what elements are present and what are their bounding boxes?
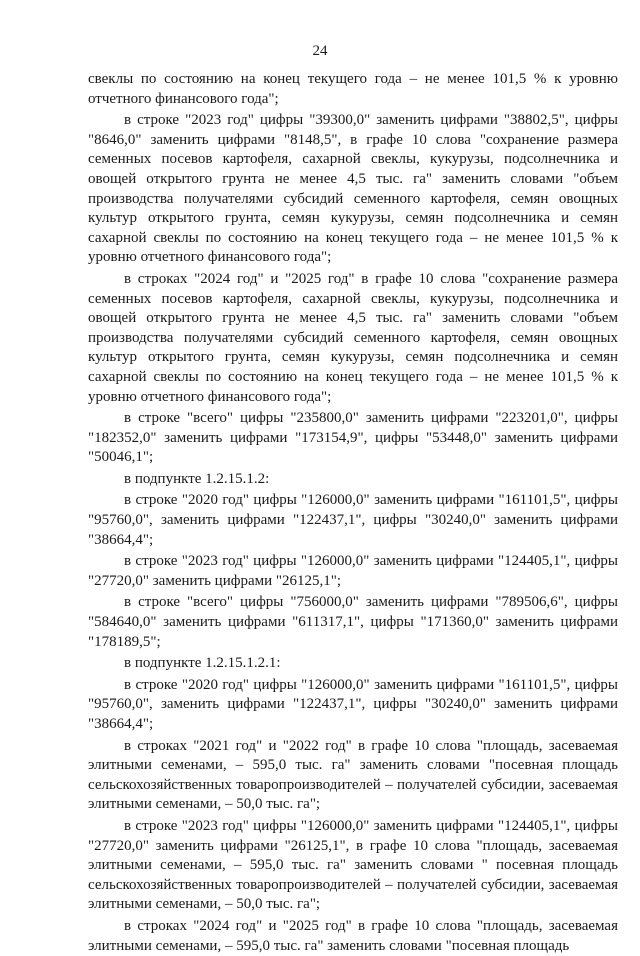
paragraph: в строке "2023 год" цифры "126000,0" заменить цифрами "124405,1", цифры "27720,0" заменить цифрами "26125,1"; <box>88 553 618 589</box>
paragraph: в строках "2024 год" и "2025 год" в графе 10 слова "сохранение размера семенных посевов картофеля, сахарной свеклы, кукурузы, подсолнечника и овощей открытого грунта не менее 4,5 тыс. га" заменить словами "объем производства получателями субсидий семенного картофеля, семян овощных культур открытого грунта, семян кукурузы, семян подсолнечника и семян сахарной свеклы по состоянию на конец текущего года – не менее 101,5 % к уровню отчетного финансового года"; <box>88 270 618 405</box>
paragraph: в строке "2023 год" цифры "39300,0" заменить цифрами "38802,5", цифры "8646,0" заменить цифрами "8148,5", в графе 10 слова "сохранение размера семенных посевов картофеля, сахарной свеклы, кукурузы, подсолнечника и овощей открытого грунта не менее 4,5 тыс. га" заменить словами "объем производства получателями субсидий семенного картофеля, семян овощных культур открытого грунта, семян кукурузы, семян подсолнечника и семян сахарной свеклы по состоянию на конец текущего года – не менее 101,5 % к уровню отчетного финансового года"; <box>88 112 618 266</box>
paragraph: в строке "2023 год" цифры "126000,0" заменить цифрами "124405,1", цифры "27720,0" заменить цифрами "26125,1", в графе 10 слова "площадь, засеваемая элитными семенами, – 595,0 тыс. га" заменить словами " посевная площадь сельскохозяйственных товаропроизводителей – получателей субсидии, засеваемая элитными семенами, – 50,0 тыс. га"; <box>88 817 618 913</box>
paragraph: в строке "всего" цифры "756000,0" заменить цифрами "789506,6", цифры "584640,0" заменить цифрами "611317,1", цифры "171360,0" заменить цифрами "178189,5"; <box>88 594 618 650</box>
paragraph: в подпункте 1.2.15.1.2.1: <box>124 655 281 672</box>
paragraph: в строках "2024 год" и "2025 год" в графе 10 слова "площадь, засеваемая элитными семенами, – 595,0 тыс. га" заменить словами "посевная площадь <box>88 917 618 954</box>
page-number: 24 <box>312 43 328 59</box>
paragraph: в строке "2020 год" цифры "126000,0" заменить цифрами "161101,5", цифры "95760,0", заменить цифрами "122437,1", цифры "30240,0" заменить цифрами "38664,4"; <box>88 676 618 732</box>
paragraph: свеклы по состоянию на конец текущего года – не менее 101,5 % к уровню отчетного финансового года"; <box>88 71 618 107</box>
paragraph: в строке "2020 год" цифры "126000,0" заменить цифрами "161101,5", цифры "95760,0", заменить цифрами "122437,1", цифры "30240,0" заменить цифрами "38664,4"; <box>88 492 618 548</box>
paragraph: в строках "2021 год" и "2022 год" в графе 10 слова "площадь, засеваемая элитными семенами, – 595,0 тыс. га" заменить словами "посевная площадь сельскохозяйственных товаропроизводителей – получателей субсидии, засеваемая элитными семенами, – 50,0 тыс. га"; <box>88 737 618 813</box>
paragraph: в подпункте 1.2.15.1.2: <box>124 470 270 487</box>
paragraph: в строке "всего" цифры "235800,0" заменить цифрами "223201,0", цифры "182352,0" заменить цифрами "173154,9", цифры "53448,0" заменить цифрами "50046,1"; <box>88 410 618 466</box>
document-body <box>88 70 618 956</box>
